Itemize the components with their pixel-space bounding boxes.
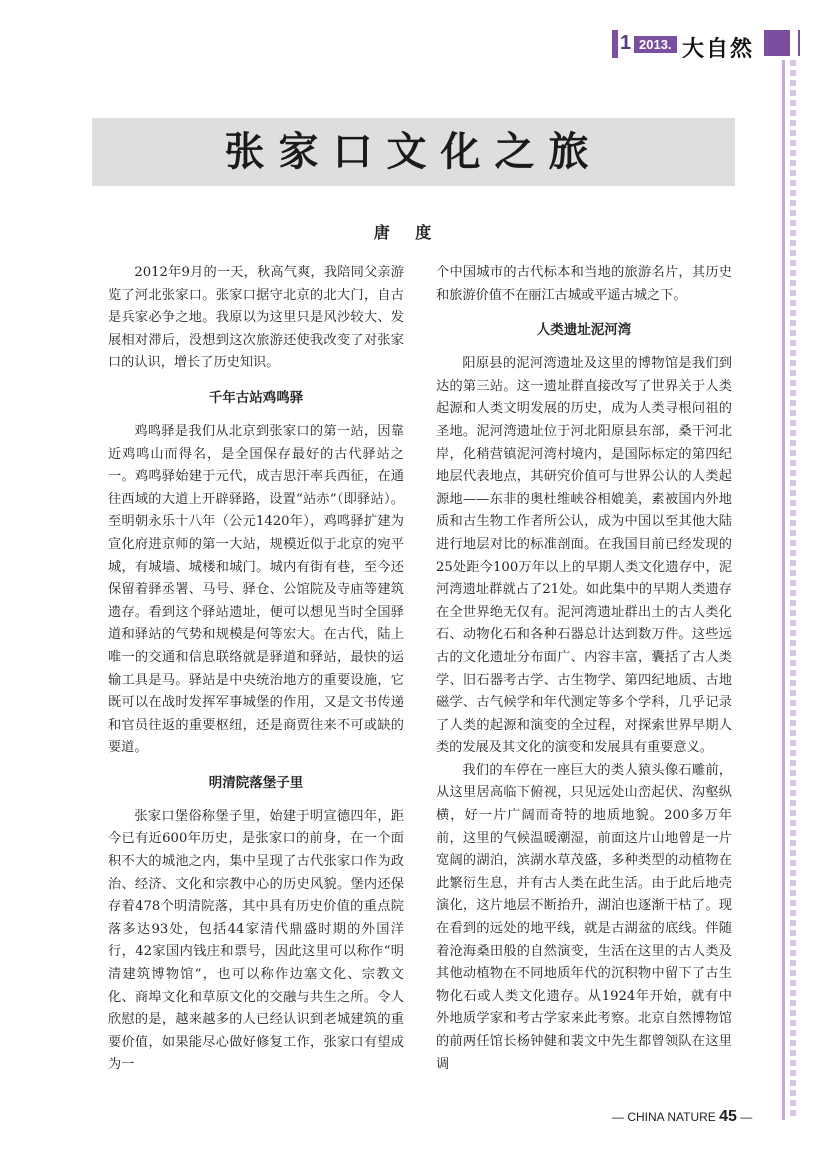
- footer-dash: —: [740, 1110, 753, 1124]
- body-paragraph: 张家口堡俗称堡子里，始建于明宣德四年，距今已有近600年历史，是张家口的前身，在一个面积不大的城池之内，集中呈现了古代张家口作为政治、经济、文化和宗教中心的历史风貌。堡内还保存着478个明清院落，其中具有历史价值的重点院落多达93处，包括44家清代鼎盛时期的外国洋行，42家国内钱庄和票号，因此这里可以称作“明清建筑博物馆”，也可以称作边塞文化、宗教文化、商埠文化和草原文化的交融与共生之所。令人欣慰的是，越来越多的人已经认识到老城建筑的重要价值，如果能尽心做好修复工作，张家口有望成为一: [108, 808, 404, 1073]
- page-margin-strip: [790, 60, 796, 1120]
- right-column: [436, 262, 732, 1076]
- page-footer: [612, 1108, 752, 1126]
- footer-label: — CHINA NATURE: [612, 1110, 716, 1124]
- page-margin-rule: [782, 60, 785, 1120]
- body-paragraph: 2012年9月的一天，秋高气爽，我陪同父亲游览了河北张家口。张家口据守北京的北大门，自古是兵家必争之地。我原以为这里只是风沙较大、发展相对滞后，没想到这次旅游还使我改变了对张家口的认识，增长了历史知识。: [108, 265, 404, 371]
- header-color-block: [764, 30, 790, 56]
- body-paragraph: 鸡鸣驿是我们从北京到张家口的第一站，因靠近鸡鸣山而得名，是全国保存最好的古代驿站之一。鸡鸣驿始建于元代，成吉思汗率兵西征，在通往西域的大道上开辟驿路，设置“站赤”（即驿站）。至明朝永乐十八年（公元1420年），鸡鸣驿扩建为宣化府进京师的第一大站，规模近似于北京的宛平城，有城墙、城楼和城门。城内有街有巷，至今还保留着驿丞署、马号、驿仓、公馆院及寺庙等建筑遗存。看到这个驿站遗址，便可以想见当时全国驿道和驿站的气势和规模是何等宏大。在古代，陆上唯一的交通和信息联络就是驿道和驿站，最快的运输工具是马。驿站是中央统治地方的重要设施，它既可以在战时发挥军事城堡的作用，又是文书传递和官员往返的重要枢纽，还是商贾往来不可或缺的要道。: [108, 423, 404, 756]
- header-accent-bar: [612, 30, 618, 58]
- section-heading: 人类遗址泥河湾: [536, 322, 632, 339]
- magazine-name: 大自然: [682, 36, 755, 62]
- header-rule: [790, 30, 800, 56]
- article-title: 张家口文化之旅: [92, 118, 735, 186]
- magazine-header: [612, 30, 802, 60]
- section-heading: 明清院落堡子里: [208, 774, 304, 791]
- issue-number: 1: [620, 32, 632, 54]
- body-paragraph: 阳原县的泥河湾遗址及这里的博物馆是我们到达的第三站。这一遗址群直接改写了世界关于人类起源和人类文明发展的历史，成为人类寻根问祖的圣地。泥河湾遗址位于河北阳原县东部，桑干河北岸，化稍营镇泥河湾村境内，是国际标定的第四纪地层代表地点，其研究价值可与世界公认的人类起源地——东非的奥杜维峡谷相媲美，素被国内外地质和古生物工作者所公认，成为中国以至其他大陆进行地层对比的标准剖面。在我国目前已经发现的25处距今100万年以上的早期人类文化遗存中，泥河湾遗址群就占了21处。如此集中的早期人类遗存在全世界绝无仅有。泥河湾遗址群出土的古人类化石、动物化石和各种石器总计达到数万件。这些远古的文化遗址分布面广、内容丰富，囊括了古人类学、旧石器考古学、古生物学、第四纪地质、古地磁学、古气候学和年代测定等多个学科，几乎记录了人类的起源和演变的全过程，对探索世界早期人类的发展及其文化的演变和发展具有重要意义。: [436, 356, 732, 756]
- article-author: 唐 度: [373, 223, 442, 242]
- issue-year: 2013.: [634, 36, 677, 53]
- left-column: [108, 262, 404, 1077]
- body-paragraph: 个中国城市的古代标本和当地的旅游名片，其历史和旅游价值不在丽江古城或平遥古城之下。: [436, 265, 732, 303]
- page-number: 45: [719, 1108, 737, 1125]
- section-heading: 千年古站鸡鸣驿: [208, 389, 304, 406]
- body-paragraph: 我们的车停在一座巨大的类人猿头像石雕前，从这里居高临下俯视，只见远处山峦起伏、沟壑纵横，好一片广阔而奇特的地质地貌。200多万年前，这里的气候温暖潮湿，前面这片山地曾是一片宽阔的湖泊，滨湖水草茂盛，多种类型的动植物在此繁衍生息，并有古人类在此生活。由于此后地壳演化，这片地层不断抬升，湖泊也逐渐干枯了。现在看到的远处的地平线，就是古湖盆的底线。伴随着沧海桑田般的自然演变，生活在这里的古人类及其他动植物在不同地质年代的沉积物中留下了古生物化石或人类文化遗存。从1924年开始，就有中外地质学家和考古学家来此考察。北京自然博物馆的前两任馆长杨钟健和裴文中先生都曾领队在这里调: [436, 762, 732, 1072]
